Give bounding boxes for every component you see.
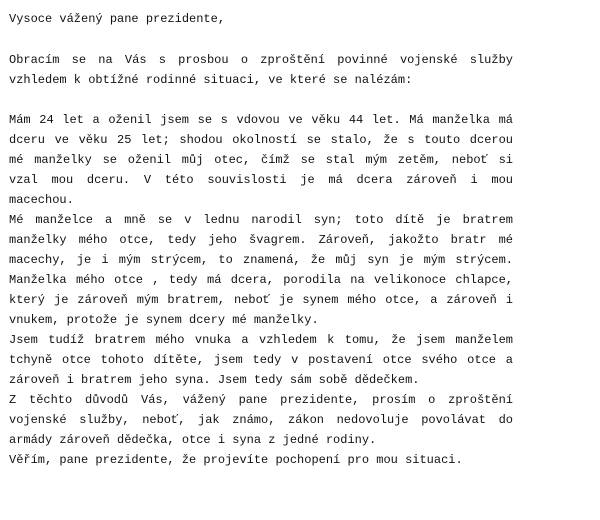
body-line: tchyně otce tohoto dítěte, jsem tedy v postavení otce svého otce a [9, 353, 513, 367]
body-line: dceru ve věku 25 let; shodou okolností se stalo, že s touto dcerou [9, 133, 513, 147]
body-line: mé manželky se oženil můj otec, čímž se stal mým zetěm, neboť si [9, 153, 513, 167]
body-line: Věřím, pane prezidente, že projevíte pochopení pro mou situaci. [9, 453, 463, 467]
body-line: který je zároveň mým bratrem, neboť je synem mého otce, a zároveň i [9, 293, 513, 307]
intro-line: Obracím se na Vás s prosbou o zproštění povinné vojenské služby [9, 53, 513, 67]
letter-greeting: Vysoce vážený pane prezidente, [9, 12, 226, 26]
body-line: vojenské služby, neboť, jak známo, zákon nedovoluje povolávat do [9, 413, 513, 427]
body-line: armády zároveň dědečka, otce i syna z jedné rodiny. [9, 433, 377, 447]
body-line: vzal mou dceru. V této souvislosti je má dcera zároveň i mou [9, 173, 513, 187]
letter-body [9, 110, 513, 470]
letter-intro-paragraph [9, 50, 513, 90]
body-line: vnukem, protože je synem dcery mé manželky. [9, 313, 319, 327]
intro-line: vzhledem k obtížné rodinné situaci, ve které se nalézám: [9, 73, 413, 87]
body-line: zároveň i bratrem jeho syna. Jsem tedy sám sobě dědečkem. [9, 373, 420, 387]
body-line: macechy, je i mým strýcem, to znamená, že můj syn je mým strýcem. [9, 253, 513, 267]
body-line: Mé manželce a mně se v lednu narodil syn; toto dítě je bratrem [9, 213, 513, 227]
body-line: Jsem tudíž bratrem mého vnuka a vzhledem k tomu, že jsem manželem [9, 333, 513, 347]
body-line: macechou. [9, 193, 74, 207]
body-line: Manželka mého otce , tedy má dcera, porodila na velikonoce chlapce, [9, 273, 513, 287]
body-line: manželky mého otce, tedy jeho švagrem. Zároveň, jakožto bratr mé [9, 233, 513, 247]
body-line: Z těchto důvodů Vás, vážený pane prezidente, prosím o zproštění [9, 393, 513, 407]
body-line: Mám 24 let a oženil jsem se s vdovou ve věku 44 let. Má manželka má [9, 113, 513, 127]
